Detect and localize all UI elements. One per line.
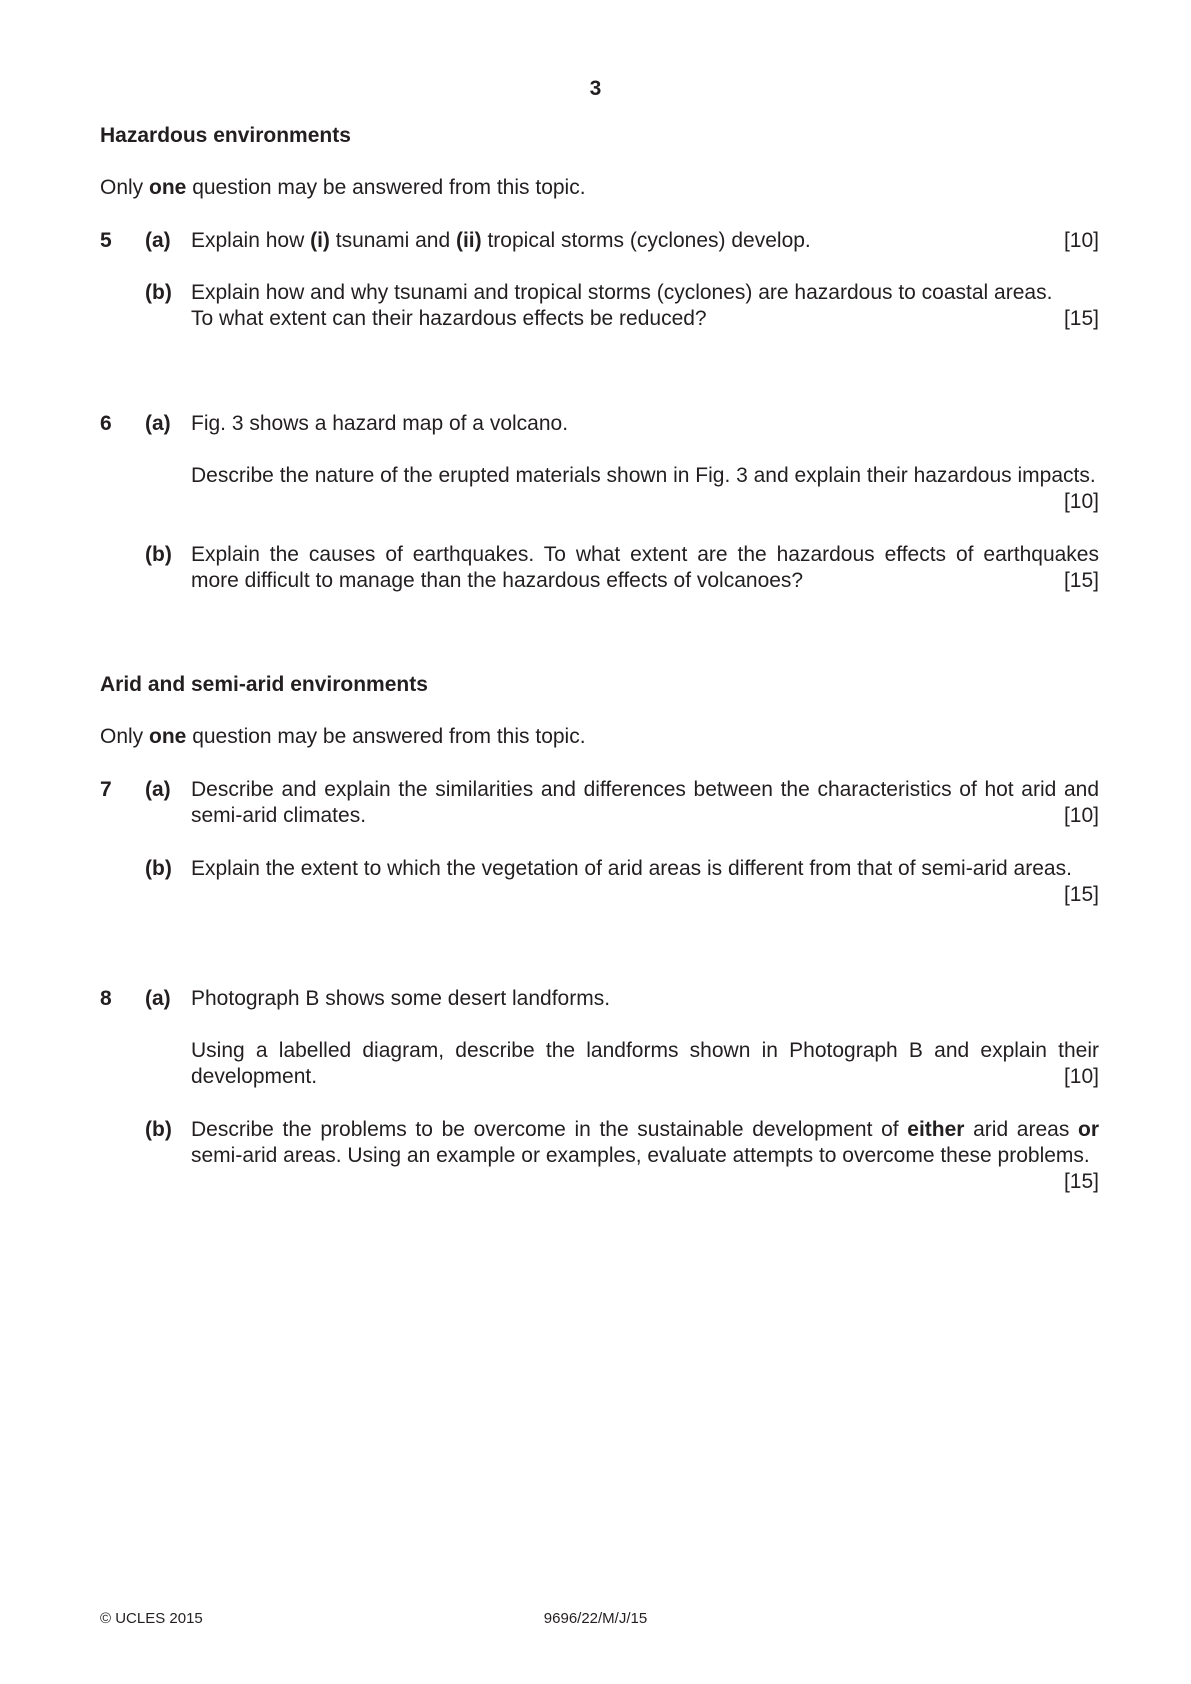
mark-7a: [10] [1063,804,1099,827]
question-6a-text: Describe the nature of the erupted materials shown in Fig. 3 and explain their hazardous impacts. [10] [191,464,1099,513]
part-label-5a: (a) [145,229,171,252]
part-label-5b: (b) [145,281,172,304]
question-6b-text: Explain the causes of earthquakes. To what extent are the hazardous effects of earthquakes more difficult to manage than the hazardous effects of volcanoes? [15] [191,543,1099,592]
mark-6a: [10] [1063,490,1099,513]
part-label-8a: (a) [145,987,171,1010]
section-intro-arid: Only one question may be answered from this topic. [100,725,586,748]
question-8a-text: Using a labelled diagram, describe the landforms shown in Photograph B and explain their development. [10] [191,1039,1099,1088]
question-8b-text: Describe the problems to be overcome in the sustainable development of either arid areas or semi-arid areas. Using an example or examples, evaluate attempts to overcome these problems. [15] [191,1118,1099,1193]
part-label-7a: (a) [145,778,171,801]
mark-8b: [15] [1063,1170,1099,1193]
part-label-8b: (b) [145,1118,172,1141]
question-number-5: 5 [100,229,112,252]
question-number-8: 8 [100,987,112,1010]
mark-5b: [15] [1063,307,1099,330]
question-7b-text: Explain the extent to which the vegetation of arid areas is different from that of semi-arid areas. [15] [191,857,1099,906]
mark-7b: [15] [1063,883,1099,906]
question-5b-text: Explain how and why tsunami and tropical storms (cyclones) are hazardous to coastal areas. [15] To what extent can their hazardous effects be reduced? [191,281,1099,330]
part-label-7b: (b) [145,857,172,880]
section-heading-hazardous: Hazardous environments [100,124,351,147]
mark-5a: [10] [1063,229,1099,252]
mark-8a: [10] [1063,1065,1099,1088]
question-number-7: 7 [100,778,112,801]
section-heading-arid: Arid and semi-arid environments [100,673,428,696]
question-7a-text: Describe and explain the similarities and differences between the characteristics of hot arid and semi-arid climates. [10] [191,778,1099,827]
part-label-6b: (b) [145,543,172,566]
section-intro-hazardous: Only one question may be answered from this topic. [100,176,586,199]
footer-paper-code: 9696/22/M/J/15 [543,1610,648,1627]
question-5a-text: [10] Explain how (i) tsunami and (ii) tropical storms (cyclones) develop. [191,229,1099,252]
mark-6b: [15] [1063,569,1099,592]
footer-copyright: © UCLES 2015 [100,1610,203,1627]
question-6a-intro: Fig. 3 shows a hazard map of a volcano. [191,412,569,435]
page-number: 3 [589,77,602,100]
question-8a-intro: Photograph B shows some desert landforms. [191,987,611,1010]
part-label-6a: (a) [145,412,171,435]
question-number-6: 6 [100,412,112,435]
